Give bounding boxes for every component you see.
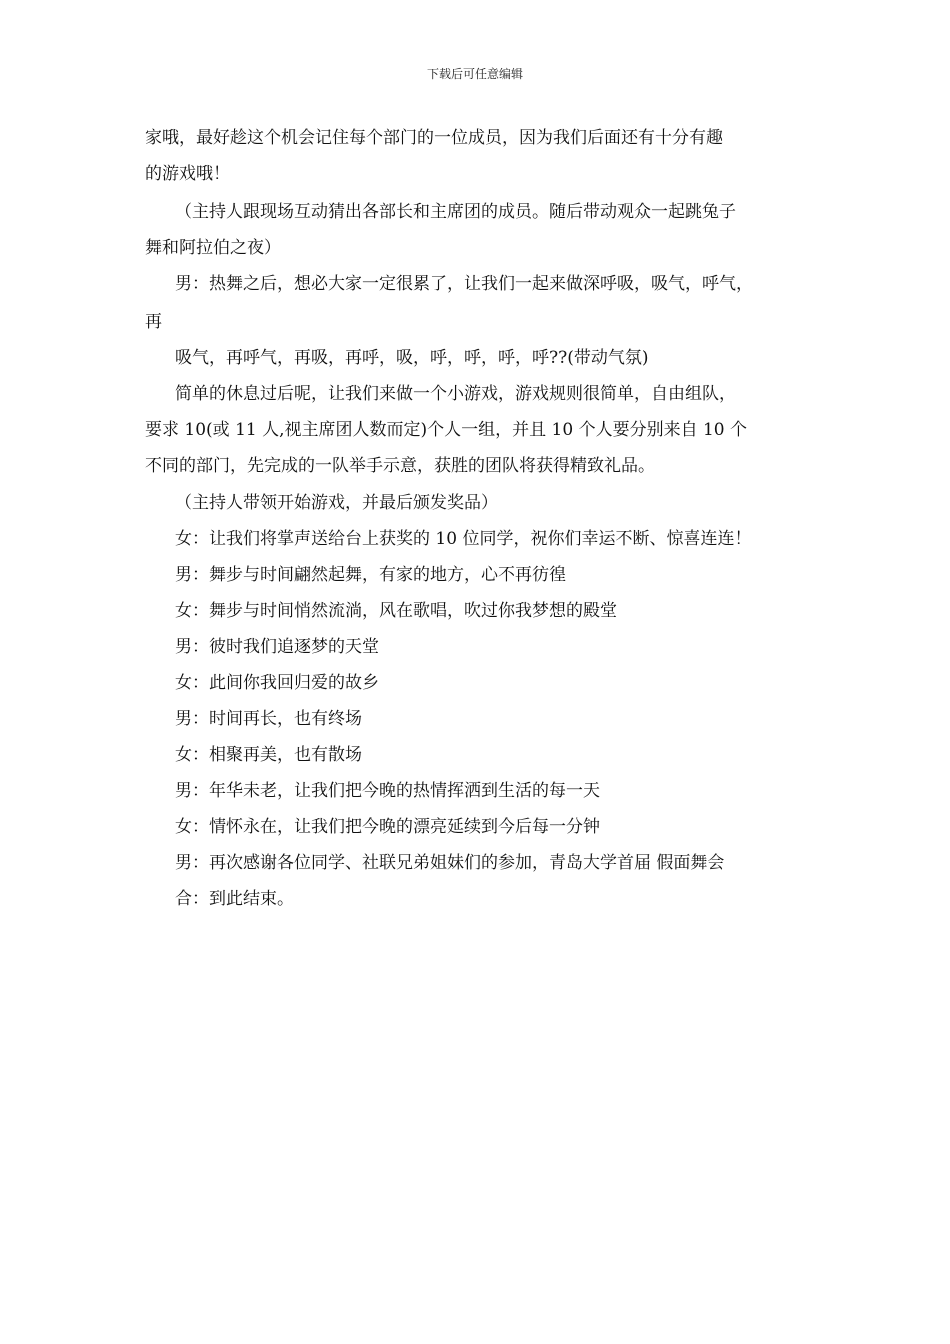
text-line: 男：再次感谢各位同学、社联兄弟姐妹们的参加，青岛大学首届 假面舞会	[175, 853, 725, 873]
text-line: 女：让我们将掌声送给台上获奖的 10 位同学，祝你们幸运不断、惊喜连连！	[175, 529, 752, 549]
text-line: 男：年华未老，让我们把今晚的热情挥洒到生活的每一天	[175, 781, 600, 801]
text-line: （主持人带领开始游戏，并最后颁发奖品）	[175, 493, 498, 513]
text-line: 女：相聚再美，也有散场	[175, 745, 362, 765]
text-line: （主持人跟现场互动猜出各部长和主席团的成员。随后带动观众一起跳兔子	[175, 202, 736, 222]
text-line: 要求 10(或 11 人,视主席团人数而定)个人一组，并且 10 个人要分别来自 10 个	[145, 420, 748, 440]
text-line: 再	[145, 312, 162, 332]
text-line: 女：此间你我回归爱的故乡	[175, 673, 379, 693]
text-line: 家哦，最好趁这个机会记住每个部门的一位成员，因为我们后面还有十分有趣	[145, 128, 723, 148]
text-line: 舞和阿拉伯之夜）	[145, 238, 281, 258]
text-line: 简单的休息过后呢，让我们来做一个小游戏，游戏规则很简单，自由组队，	[175, 384, 736, 404]
text-line: 的游戏哦！	[145, 164, 230, 184]
text-line: 男：彼时我们追逐梦的天堂	[175, 637, 379, 657]
text-line: 女：情怀永在，让我们把今晚的漂亮延续到今后每一分钟	[175, 817, 600, 837]
text-line: 吸气，再呼气，再吸，再呼，吸，呼，呼，呼，呼??(带动气氛)	[175, 348, 649, 368]
text-line: 男：热舞之后，想必大家一定很累了，让我们一起来做深呼吸，吸气，呼气，	[175, 274, 753, 294]
text-line: 不同的部门，先完成的一队举手示意，获胜的团队将获得精致礼品。	[145, 456, 655, 476]
text-line: 男：时间再长，也有终场	[175, 709, 362, 729]
page-header: 下载后可任意编辑	[426, 67, 523, 81]
text-line: 男：舞步与时间翩然起舞，有家的地方，心不再彷徨	[175, 565, 566, 585]
text-line: 合：到此结束。	[175, 889, 294, 909]
text-line: 女：舞步与时间悄然流淌，风在歌唱，吹过你我梦想的殿堂	[175, 601, 617, 621]
